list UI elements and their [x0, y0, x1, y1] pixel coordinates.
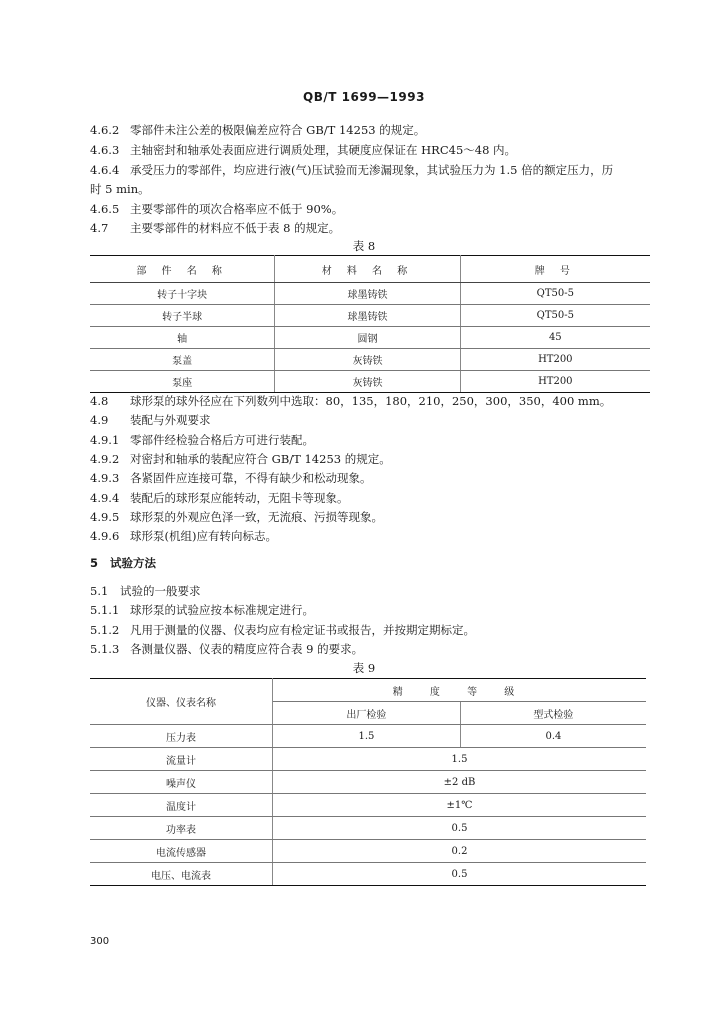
clause-text: 零部件未注公差的极限偏差应符合 GB/T 14253 的规定。 — [130, 123, 426, 137]
header-accuracy-grade: 精 度 等 级 — [273, 679, 647, 702]
clause-number: 5.1.1 — [90, 603, 120, 617]
cell-instrument: 流量计 — [90, 748, 273, 771]
cell-instrument: 功率表 — [90, 817, 273, 840]
cell-grade: ±2 dB — [273, 771, 647, 794]
table-row — [90, 305, 650, 327]
cell-part: 泵座 — [90, 371, 275, 393]
cell-grade: HT200 — [460, 371, 650, 393]
table-header-row — [90, 256, 650, 283]
clause-text: 试验的一般要求 — [120, 584, 201, 598]
cell-instrument: 压力表 — [90, 725, 273, 748]
header-part-name: 部 件 名 称 — [90, 256, 275, 283]
standard-code-header: QB/T 1699—1993 — [303, 90, 425, 104]
clause-number: 4.6.5 — [90, 202, 120, 216]
cell-grade: 0.5 — [273, 863, 647, 886]
clause-text: 球形泵(机组)应有转向标志。 — [130, 529, 277, 543]
clause-5-1-3 — [90, 640, 660, 659]
clause-number: 4.6.2 — [90, 123, 120, 137]
clause-number: 4.6.4 — [90, 163, 120, 177]
clause-text: 时 5 min。 — [90, 182, 150, 196]
clause-number: 5.1.3 — [90, 642, 120, 656]
cell-material: 圆钢 — [275, 327, 460, 349]
clause-text: 对密封和轴承的装配应符合 GB/T 14253 的规定。 — [130, 452, 391, 466]
cell-instrument: 温度计 — [90, 794, 273, 817]
table-9-caption: 表 9 — [352, 661, 376, 675]
cell-grade: 0.5 — [273, 817, 647, 840]
cell-material: 球墨铸铁 — [275, 283, 460, 305]
cell-material: 灰铸铁 — [275, 349, 460, 371]
clause-number: 4.9.5 — [90, 510, 120, 524]
clause-text: 主要零部件的项次合格率应不低于 90%。 — [130, 202, 344, 216]
clause-text: 装配后的球形泵应能转动，无阻卡等现象。 — [130, 491, 349, 505]
table-row — [90, 349, 650, 371]
clause-text: 装配与外观要求 — [130, 413, 211, 427]
table-8-caption: 表 8 — [352, 239, 376, 253]
page-number: 300 — [90, 936, 110, 947]
section-title: 试验方法 — [110, 556, 156, 570]
clause-5-1-1 — [90, 601, 660, 620]
clause-5-1-2 — [90, 621, 660, 640]
clause-text: 球形泵的外观应色泽一致，无流痕、污损等现象。 — [130, 510, 383, 524]
clause-number: 4.9.4 — [90, 491, 120, 505]
clause-4-8 — [90, 392, 660, 411]
table-row — [90, 748, 646, 771]
clause-text: 各紧固件应连接可靠，不得有缺少和松动现象。 — [130, 471, 372, 485]
clause-number: 5.1.2 — [90, 623, 120, 637]
cell-instrument: 电流传感器 — [90, 840, 273, 863]
clause-number: 4.8 — [90, 394, 109, 408]
table-row — [90, 371, 650, 393]
cell-instrument: 电压、电流表 — [90, 863, 273, 886]
cell-part: 轴 — [90, 327, 275, 349]
table-row — [90, 840, 646, 863]
clause-4-6-5 — [90, 200, 660, 219]
clause-text: 主轴密封和轴承处表面应进行调质处理，其硬度应保证在 HRC45～48 内。 — [130, 143, 517, 157]
table-9 — [90, 678, 646, 886]
clause-4-9-4 — [90, 489, 660, 508]
table-row — [90, 771, 646, 794]
header-instrument-name: 仪器、仪表名称 — [90, 679, 273, 725]
clause-text: 球形泵的试验应按本标准规定进行。 — [130, 603, 314, 617]
cell-part: 泵盖 — [90, 349, 275, 371]
section-number: 5 — [90, 556, 99, 570]
clause-4-9-3 — [90, 469, 660, 488]
table-8 — [90, 255, 650, 393]
section-5-heading — [90, 555, 156, 571]
cell-type-grade: 0.4 — [460, 725, 646, 748]
clause-number: 4.9.2 — [90, 452, 120, 466]
clause-text: 球形泵的球外径应在下列数列中选取：80，135，180，210，250，300，350，400 mm。 — [130, 394, 612, 408]
cell-material: 灰铸铁 — [275, 371, 460, 393]
clause-number: 4.9.1 — [90, 433, 120, 447]
cell-instrument: 噪声仪 — [90, 771, 273, 794]
table-row — [90, 794, 646, 817]
table-row — [90, 863, 646, 886]
clause-number: 4.6.3 — [90, 143, 120, 157]
clause-5-1 — [90, 582, 660, 601]
clause-4-7 — [90, 219, 660, 238]
clause-4-9 — [90, 411, 660, 430]
clause-4-9-5 — [90, 508, 660, 527]
header-type-test: 型式检验 — [460, 702, 646, 725]
clause-number: 4.9.3 — [90, 471, 120, 485]
table-row — [90, 283, 650, 305]
cell-grade: HT200 — [460, 349, 650, 371]
clause-text: 承受压力的零部件，均应进行液(气)压试验而无渗漏现象，其试验压力为 1.5 倍的额定压力，历 — [130, 163, 614, 177]
header-factory-inspection: 出厂检验 — [273, 702, 461, 725]
clause-number: 4.9 — [90, 413, 109, 427]
table-row — [90, 817, 646, 840]
clause-number: 4.9.6 — [90, 529, 120, 543]
clause-4-6-4-continuation — [90, 180, 660, 199]
clause-number: 4.7 — [90, 221, 109, 235]
clause-4-9-2 — [90, 450, 660, 469]
clause-4-6-3 — [90, 141, 660, 160]
cell-grade: QT50-5 — [460, 305, 650, 327]
clause-text: 主要零部件的材料应不低于表 8 的规定。 — [130, 221, 341, 235]
table-header-row — [90, 679, 646, 702]
clause-4-6-4 — [90, 161, 660, 180]
cell-material: 球墨铸铁 — [275, 305, 460, 327]
cell-grade: 0.2 — [273, 840, 647, 863]
header-material-name: 材 料 名 称 — [275, 256, 460, 283]
clause-4-9-1 — [90, 431, 660, 450]
cell-grade: 45 — [460, 327, 650, 349]
clause-text: 零部件经检验合格后方可进行装配。 — [130, 433, 314, 447]
table-row — [90, 327, 650, 349]
clause-number: 5.1 — [90, 584, 109, 598]
cell-grade: ±1℃ — [273, 794, 647, 817]
cell-part: 转子十字块 — [90, 283, 275, 305]
cell-grade: 1.5 — [273, 748, 647, 771]
cell-factory-grade: 1.5 — [273, 725, 461, 748]
clause-text: 各测量仪器、仪表的精度应符合表 9 的要求。 — [130, 642, 364, 656]
header-grade: 牌 号 — [460, 256, 650, 283]
cell-part: 转子半球 — [90, 305, 275, 327]
clause-text: 凡用于测量的仪器、仪表均应有检定证书或报告，并按期定期标定。 — [130, 623, 475, 637]
table-row — [90, 725, 646, 748]
clause-4-9-6 — [90, 527, 660, 546]
clause-4-6-2 — [90, 121, 660, 140]
cell-grade: QT50-5 — [460, 283, 650, 305]
